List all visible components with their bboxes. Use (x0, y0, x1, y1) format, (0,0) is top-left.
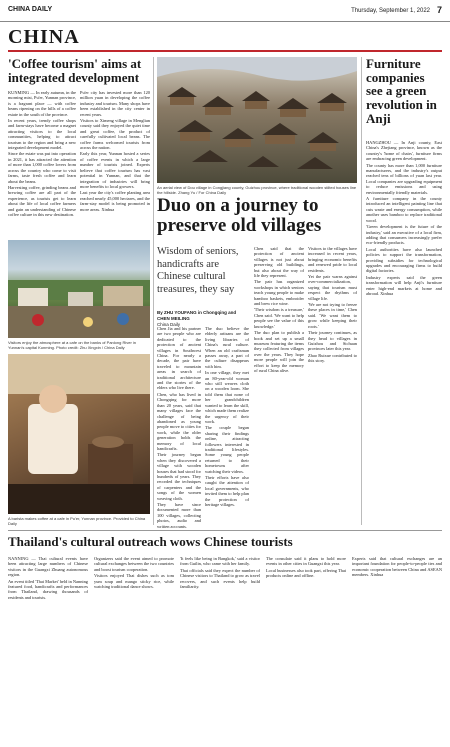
article2-c4-p1: Visitors to the villages have increased in recent years, bringing economic benefits and renewed pride to local residents. (308, 246, 357, 273)
article4-c1-p2: An event titled 'Thai Market' held in Nanning featured food, handicrafts and performances from Thailand, drawing thousands of residents and tourists. (8, 578, 88, 600)
article2-c1-p2: Chen, who has lived in Chongqing for more than 20 years, said that many villages face the challenge of being abandoned as young people move to cities for work, while the older generation holds the memory of local handicrafts. (157, 391, 201, 451)
article3-p2: The county has more than 1,000 furniture manufacturers, and the industry's output reached tens of billions of yuan last year. Local companies are upgrading equipment to reduce emissions and using environmentally friendly materials. (366, 162, 442, 195)
article4-c5-p1: Experts said that cultural exchanges are an important foundation for people-to-people ties and economic cooperation between China and ASEAN members. Xinhua (352, 556, 442, 578)
village-aerial-caption: An aerial view of Dou village in Congjiang county, Guizhou province, where traditional wooden stilted houses line the hillside. Zhang Yu / For China Daily (157, 185, 357, 195)
article3-p5: Local authorities have also launched policies to support the transformation, providing subsidies for technological upgrades and encouraging firms to build digital factories. (366, 246, 442, 274)
article2-c3-p3: 'Their wisdom is a treasure,' Chen said. 'We want to help people see the value of this knowledge.' (254, 307, 304, 329)
cafe-river-photo (8, 240, 150, 338)
article2-column-2 (205, 326, 249, 526)
article2-c2-p4: Their efforts have also caught the attention of local governments, who invited them to help plan the protection of heritage villages. (205, 474, 249, 507)
article1-column-1 (8, 90, 76, 238)
article1-c1-p1: KUNMING — In early autumn, in the morning mist, Pu'er, Yunnan province, is a fragrant place — with coffee beans ripening on the hills of a coffee estate in the south of the province. (8, 90, 76, 117)
article2-column-3 (254, 246, 304, 526)
article4-c4-p2: Local businesses also took part, offering Thai products online and offline. (266, 567, 346, 579)
article3-p4: 'Green development is the future of the industry,' said an executive of a local firm, adding that consumers increasingly prefer eco-friendly products. (366, 224, 442, 246)
article4-c3-p2: Thai officials said they expect the number of Chinese visitors to Thailand to grow as travel recovers, and such events help build familiarity. (180, 567, 260, 590)
article2-c2-p1: The duo believe the elderly artisans are the living libraries of China's rural culture. When an old craftsman passes away, a part of the culture disappears with him. (205, 326, 249, 369)
article1-c2-p3: Early this year, Yunnan hosted a series of coffee events in which a large number of tourists joined. Experts believe that coffee tourism has vast potential in Yunnan, and that the integration of industries will bring more benefits to local growers. (80, 151, 150, 189)
article2-c2-p3: The couple began sharing their findings online, attracting followers interested in traditional lifestyles. Some young people returned to their hometowns after watching their videos. (205, 425, 249, 474)
cafe-river-caption: Visitors enjoy the atmosphere at a cafe on the banks of Panlong River in Yunnan's capital Kunming. Photo credit: Zhu Xingxin / China Daily (8, 340, 137, 350)
byline-author: By ZHU YOUFANG in Chongqing and CHEN MEILING (157, 310, 237, 321)
article1-c2-p2: Visitors to Ximeng village in Menglian county said they enjoyed the quiet time and great coffee, the product of carefully cultivated local beans. The coffee farms welcomed tourists from across the nation. (80, 118, 150, 151)
article4-c4-p1: The consulate said it plans to hold more events in other cities in Guangxi this year. (266, 556, 346, 567)
article2-c4-p4: Their journey continues, as they head to villages in Guizhou and Sichuan provinces later this year. (308, 330, 357, 352)
article2-c4-p2: Yet the pair warns against over-commercialization, saying that tourism must respect the rhythms of village life. (308, 274, 357, 301)
article1-c1-p3: Since the estate was put into operation in 2021, it has attracted the attention of more than 1,000 coffee lovers from across the country who come to visit farms, taste fresh coffee and learn about the beans. (8, 151, 76, 184)
article3-p3: A furniture company in the county introduced an intelligent painting line that cuts waste and energy consumption, while another uses bamboo to replace traditional wood. (366, 196, 442, 223)
village-aerial-photo (157, 57, 357, 183)
barista-photo (8, 354, 150, 514)
article2-c1-p4: They have since documented more than 100 villages, collecting photos, audio and written accounts. (157, 502, 201, 529)
column-divider-right (361, 57, 362, 525)
article3-column (366, 140, 442, 525)
article2-headline[interactable]: Duo on a journey to preserve old villages (157, 195, 322, 236)
article2-c3-p1: Chen said that the protection of ancient villages is not just about preserving old buildings, but also about the way of life they represent. (254, 246, 304, 279)
section-rule (8, 50, 442, 52)
page-number: 7 (436, 5, 442, 15)
article4-headline[interactable]: Thailand's cultural outreach wows Chinese tourists (8, 534, 293, 549)
article1-c1-p4: Harvesting coffee, grinding beans and brewing coffee are all part of the experience, as tourists get to learn about the life of local coffee farmers and gain an understanding of Chinese coffee culture in this new destination. (8, 184, 76, 217)
section-title: CHINA (8, 26, 80, 48)
article4-c2-p2: Visitors enjoyed Thai dishes such as tom yum soup and mango sticky rice, while watching traditional dance shows. (94, 573, 174, 590)
article4-column-5 (352, 556, 442, 742)
article2-c4-p3: 'We are not trying to freeze these places in time,' Chen said. 'We want them to grow while keeping their roots.' (308, 302, 357, 329)
column-divider (153, 57, 154, 525)
page-header (0, 0, 450, 22)
article4-column-2 (94, 556, 174, 742)
article2-c2-p2: In one village, they met an 80-year-old woman who still weaves cloth on a wooden loom. She told them that none of her grandchildren wanted to learn the skill, which made them realize the urgency of their work. (205, 370, 250, 424)
article2-deck: Wisdom of seniors, handicrafts are Chinese cultural treasures, they say (157, 246, 239, 295)
article2-c4-p5: Zhao Ruixue contributed to this story. (308, 352, 357, 364)
masthead-logo: CHINA DAILY (8, 6, 53, 13)
article4-c3-p1: 'It feels like being in Bangkok,' said a visitor from Guilin, who came with her family. (180, 556, 260, 567)
article3-headline[interactable]: Furniture companies see a green revolution in Anji (366, 56, 437, 126)
article1-headline[interactable]: 'Coffee tourism' aims at integrated development (8, 56, 142, 85)
article1-c1-p2: In recent years, trendy coffee shops and farm-stays have become a magnet attracting visitors to the local communities, helping to attract tourism to the region and bring a new integrated development model. (8, 118, 76, 151)
article2-c3-p2: The pair has organized workshops in which seniors teach young people to make bamboo baskets, embroider and brew rice wine. (254, 279, 304, 307)
article2-c3-p4: The duo plan to publish a book and set up a small museum featuring the items they collected from villages over the years. They hope more people will join the effort to keep the memory of rural China alive. (254, 330, 304, 373)
article4-c2-p1: Organizers said the event aimed to promote cultural exchanges between the two countries and boost tourism cooperation. (94, 556, 174, 572)
bottom-section-rule (8, 530, 442, 531)
article4-column-3 (180, 556, 260, 742)
issue-date: Thursday, September 1, 2022 (351, 8, 430, 14)
article1-c2-p1: Pu'er city has invested more than 120 million yuan in developing the coffee industry and tourism. Many shops have been established in the city center in recent years. (80, 90, 150, 117)
barista-caption: A barista makes coffee at a cafe in Pu'er, Yunnan province. Provided to China Daily (8, 516, 146, 526)
article4-column-1 (8, 556, 88, 742)
article2-column-4 (308, 246, 357, 526)
article3-p1: HANGZHOU — In Anji county, East China's Zhejiang province, known as the country's 'home of chairs', furniture firms are embracing green development. (366, 140, 442, 162)
article1-c2-p4: Last year the city's coffee planting area reached nearly 45,000 hectares, and the farm-stay model is being promoted in more areas. Xinhua (80, 190, 150, 212)
article3-p6: Industry experts said the green transformation will help Anji's furniture enter high-end markets at home and abroad. Xinhua (366, 274, 442, 296)
article2-c1-p3: Their journey began when they discovered a village with wooden houses that had stood for hundreds of years. They recorded the techniques of carpenters and the songs of the women weaving cloth. (157, 452, 201, 501)
byline-org: China Daily (157, 322, 181, 327)
article4-c1-p1: NANNING — Thai cultural events have been attracting large numbers of Chinese visitors in the Guangxi Zhuang autonomous region. (8, 556, 88, 578)
article4-column-4 (266, 556, 346, 742)
article2-c1-p1: Chen Jia and his partner are two people who are dedicated to the protection of ancient villages in Southwest China. For nearly a decade, the pair have traveled to mountain areas in search of traditional architecture and the stories of the elders who live there. (157, 326, 201, 391)
article1-column-2 (80, 90, 150, 238)
article2-column-1 (157, 326, 201, 529)
